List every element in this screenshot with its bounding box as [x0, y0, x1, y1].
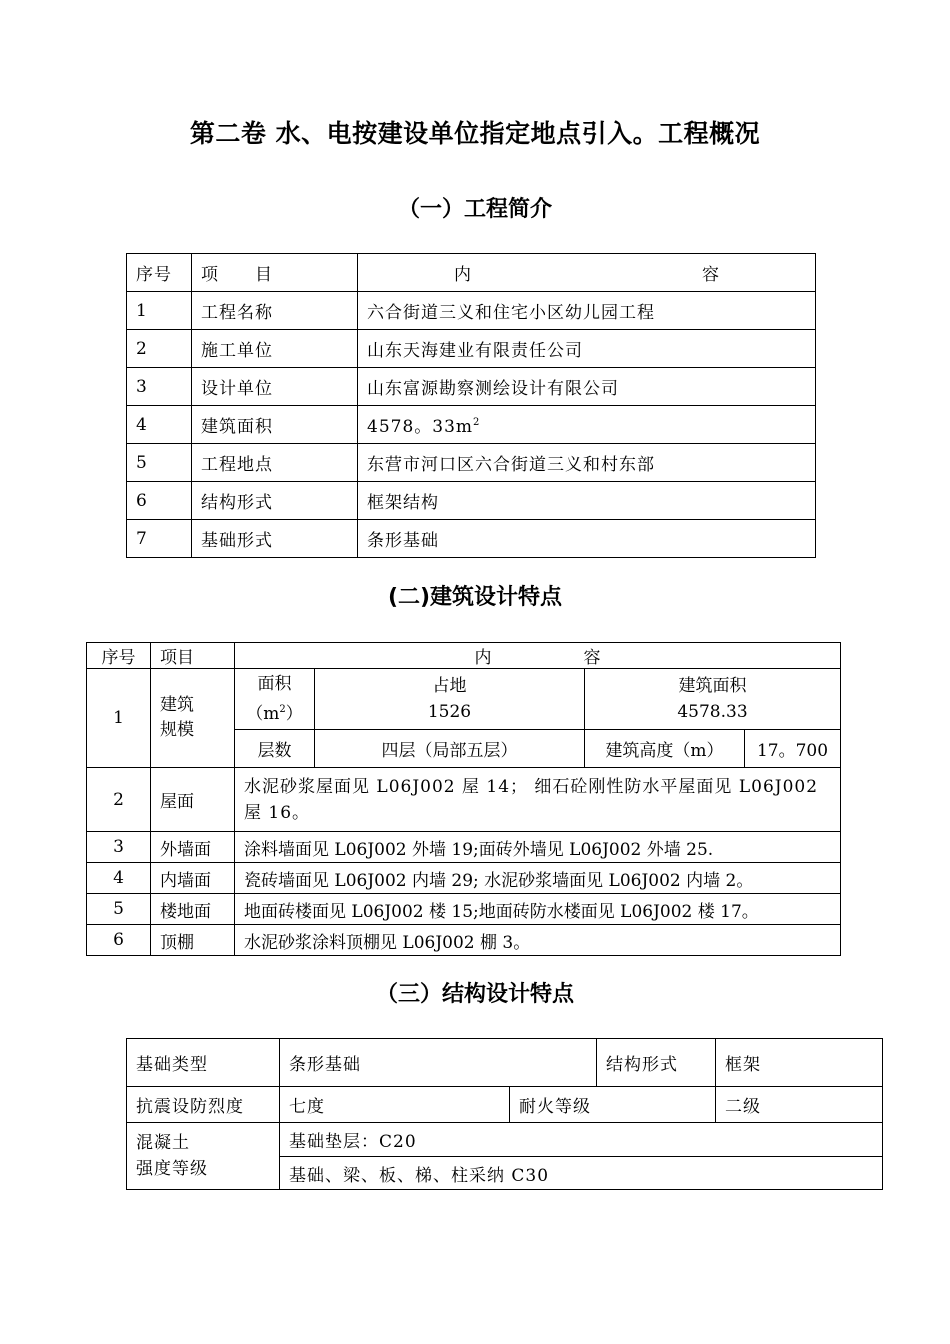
table-row: 1 工程名称 六合街道三义和住宅小区幼儿园工程 [127, 292, 816, 330]
table-row: 5 工程地点 东营市河口区六合街道三义和村东部 [127, 444, 816, 482]
table-row: 4 建筑面积 4578。$33m^2$ [127, 406, 816, 444]
table-row: 6 顶棚 水泥砂浆涂料顶棚见 L06J002 棚 3。 [87, 925, 841, 956]
building-area-cell: 建筑面积 4578.33 [585, 669, 841, 730]
table-header-row [127, 254, 816, 292]
table-row: 4 内墙面 瓷砖墙面见 L06J002 内墙 29; 水泥砂浆墙面见 L06J002 内墙 2。 [87, 863, 841, 894]
header-no: 序号 [87, 643, 151, 669]
section1-heading: （一）工程简介 [397, 197, 552, 222]
table-row: 基础类型 条形基础 结构形式 框架 [127, 1039, 883, 1087]
header-content: 内 容 [358, 254, 816, 292]
table-row: 5 楼地面 地面砖楼面见 L06J002 楼 15;地面砖防水楼面见 L06J002 楼 17。 [87, 894, 841, 925]
concrete-label: 混凝土 强度等级 [127, 1123, 280, 1190]
table-row: 混凝土 强度等级 基础垫层：C20 [127, 1123, 883, 1157]
table-row: 基础、梁、板、梯、柱采纳 C30 [127, 1157, 883, 1190]
section2-heading: (二)建筑设计特点 [387, 585, 563, 610]
header-item: 项 目 [192, 254, 358, 292]
header-item: 项目 [151, 643, 235, 669]
page-title: 第二卷 水、电按建设单位指定地点引入。工程概况 [189, 119, 761, 148]
table-row: 2 施工单位 山东天海建业有限责任公司 [127, 330, 816, 368]
table-row: 7 基础形式 条形基础 [127, 520, 816, 558]
scale-row-1: 1 建筑 规模 面积 $(m^2)$ 占地 1526 建筑面积 4578.33 [87, 669, 841, 730]
scale-row-2: 层数 四层（局部五层） 建筑高度（m） 17。700 [87, 730, 841, 768]
table-header-row [87, 643, 841, 669]
area-label: 面积 $(m^2)$ [235, 669, 315, 730]
structure-design-table [126, 1038, 883, 1190]
section3-heading: （三）结构设计特点 [375, 982, 574, 1007]
header-content: 内 容 [235, 643, 841, 669]
table-row: 3 外墙面 涂料墙面见 L06J002 外墙 19;面砖外墙见 L06J002 外墙 25. [87, 832, 841, 863]
scale-item-label: 建筑 规模 [151, 669, 235, 768]
land-area-cell: 占地 1526 [315, 669, 585, 730]
table-row: 6 结构形式 框架结构 [127, 482, 816, 520]
building-area-value: 4578。33m [367, 417, 474, 437]
architecture-design-table [86, 642, 841, 956]
table-row: 2 屋面 水泥砂浆屋面见 L06J002 屋 14； 细石砼刚性防水平屋面见 L06J002 屋 16。 [87, 768, 841, 832]
project-overview-table [126, 253, 816, 558]
table-row: 抗震设防烈度 七度 耐火等级 二级 [127, 1087, 883, 1123]
header-no: 序号 [127, 254, 192, 292]
table-row: 3 设计单位 山东富源勘察测绘设计有限公司 [127, 368, 816, 406]
